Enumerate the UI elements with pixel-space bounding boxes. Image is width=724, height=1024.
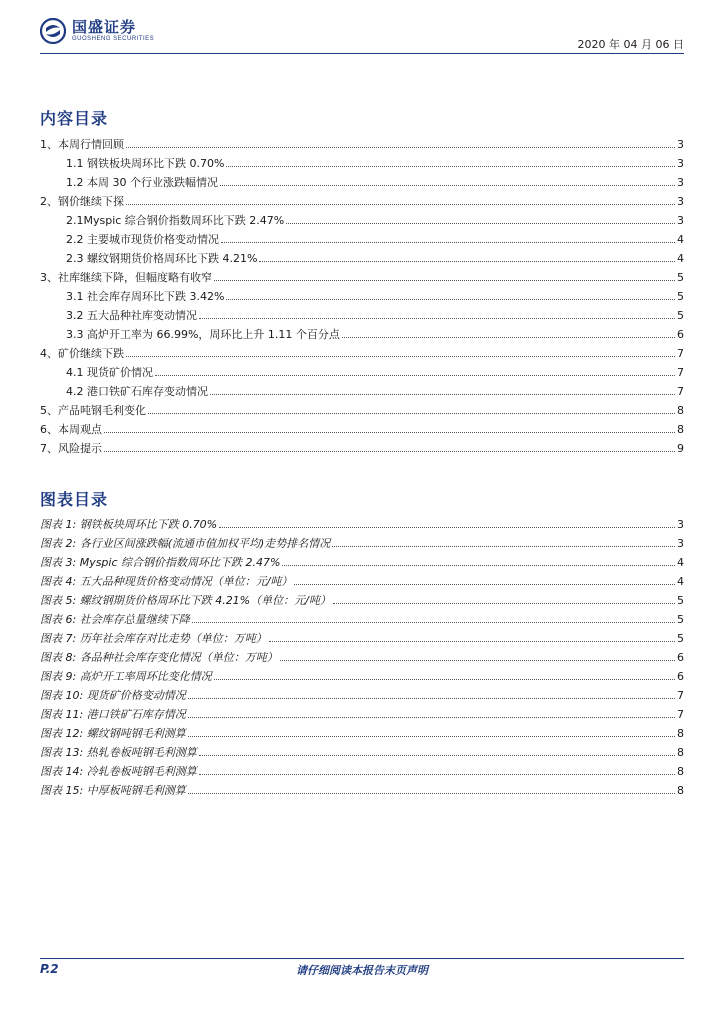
entry-title: 2、钢价继续下探 xyxy=(40,195,124,208)
entry-page-number: 8 xyxy=(677,784,684,797)
figure-toc-entry[interactable] xyxy=(40,569,684,588)
entry-page-number: 6 xyxy=(677,651,684,664)
entry-title: 3.1 社会库存周环比下跌 3.42% xyxy=(66,290,225,303)
entry-page-number: 6 xyxy=(677,328,684,341)
entry-page-number: 6 xyxy=(677,670,684,683)
dot-leader xyxy=(188,736,675,737)
dot-leader xyxy=(214,679,675,680)
entry-title: 7、风险提示 xyxy=(40,442,102,455)
entry-title: 图表 13: 热轧卷板吨钢毛利测算 xyxy=(40,746,197,759)
toc-entry[interactable] xyxy=(40,322,684,341)
entry-title: 图表 5: 螺纹钢期货价格周环比下跌 4.21%（单位：元/吨） xyxy=(40,594,331,607)
figures-toc-title: 图表目录 xyxy=(40,490,109,509)
toc-entry[interactable] xyxy=(40,265,684,284)
dot-leader xyxy=(221,242,675,243)
entry-page-number: 7 xyxy=(677,347,684,360)
entry-title: 3.2 五大品种社库变动情况 xyxy=(66,309,197,322)
figure-toc-entry[interactable] xyxy=(40,645,684,664)
entry-page-number: 3 xyxy=(677,176,684,189)
entry-page-number: 7 xyxy=(677,708,684,721)
figure-toc-entry[interactable] xyxy=(40,683,684,702)
entry-title: 6、本周观点 xyxy=(40,423,102,436)
entry-page-number: 3 xyxy=(677,518,684,531)
toc-list xyxy=(40,132,684,455)
dot-leader xyxy=(226,166,675,167)
entry-title: 1.2 本周 30 个行业涨跌幅情况 xyxy=(66,176,218,189)
entry-title: 图表 1: 钢铁板块周环比下跌 0.70% xyxy=(40,518,218,531)
figure-toc-entry[interactable] xyxy=(40,626,684,645)
logo-english-name: GUOSHENG SECURITIES xyxy=(72,36,155,42)
entry-title: 5、产品吨钢毛利变化 xyxy=(40,404,146,417)
entry-title: 图表 9: 高炉开工率周环比变化情况 xyxy=(40,670,212,683)
report-date: 2020 年 04 月 06 日 xyxy=(577,38,684,51)
entry-page-number: 9 xyxy=(677,442,684,455)
logo-chinese-name: 国盛证券 xyxy=(72,18,137,36)
entry-title: 4、矿价继续下跌 xyxy=(40,347,124,360)
dot-leader xyxy=(104,451,675,452)
entry-page-number: 3 xyxy=(677,138,684,151)
entry-page-number: 5 xyxy=(677,271,684,284)
dot-leader xyxy=(332,546,675,547)
toc-entry[interactable] xyxy=(40,208,684,227)
figure-toc-entry[interactable] xyxy=(40,588,684,607)
toc-entry[interactable] xyxy=(40,227,684,246)
figure-toc-entry[interactable] xyxy=(40,740,684,759)
entry-page-number: 4 xyxy=(677,252,684,265)
dot-leader xyxy=(188,698,675,699)
figure-toc-entry[interactable] xyxy=(40,664,684,683)
dot-leader xyxy=(199,318,675,319)
entry-title: 4.1 现货矿价情况 xyxy=(66,366,153,379)
page-number: P.2 xyxy=(40,962,59,976)
dot-leader xyxy=(188,717,675,718)
footer-disclaimer: 请仔细阅读本报告末页声明 xyxy=(296,964,428,977)
dot-leader xyxy=(155,375,675,376)
dot-leader xyxy=(226,299,675,300)
company-logo xyxy=(40,18,154,44)
entry-page-number: 5 xyxy=(677,594,684,607)
toc-entry[interactable] xyxy=(40,246,684,265)
toc-entry[interactable] xyxy=(40,436,684,455)
dot-leader xyxy=(220,185,675,186)
entry-page-number: 8 xyxy=(677,404,684,417)
toc-entry[interactable] xyxy=(40,341,684,360)
dot-leader xyxy=(342,337,675,338)
entry-title: 图表 7: 历年社会库存对比走势（单位：万吨） xyxy=(40,632,267,645)
toc-entry[interactable] xyxy=(40,189,684,208)
entry-page-number: 4 xyxy=(677,556,684,569)
toc-entry[interactable] xyxy=(40,284,684,303)
toc-title: 内容目录 xyxy=(40,109,109,128)
dot-leader xyxy=(199,774,675,775)
entry-title: 2.3 螺纹钢期货价格周环比下跌 4.21% xyxy=(66,252,258,265)
figure-toc-entry[interactable] xyxy=(40,702,684,721)
footer-divider xyxy=(40,958,684,959)
entry-title: 3、社库继续下降，但幅度略有收窄 xyxy=(40,271,212,284)
toc-entry[interactable] xyxy=(40,151,684,170)
entry-page-number: 7 xyxy=(677,689,684,702)
entry-title: 图表 15: 中厚板吨钢毛利测算 xyxy=(40,784,186,797)
figures-toc-list xyxy=(40,512,684,797)
dot-leader xyxy=(104,432,675,433)
dot-leader xyxy=(214,280,675,281)
figure-toc-entry[interactable] xyxy=(40,721,684,740)
toc-entry[interactable] xyxy=(40,303,684,322)
dot-leader xyxy=(188,793,675,794)
entry-page-number: 5 xyxy=(677,290,684,303)
header-divider xyxy=(40,53,684,54)
dot-leader xyxy=(282,565,675,566)
entry-title: 2.2 主要城市现货价格变动情况 xyxy=(66,233,219,246)
entry-page-number: 4 xyxy=(677,575,684,588)
toc-entry[interactable] xyxy=(40,132,684,151)
toc-entry[interactable] xyxy=(40,417,684,436)
entry-title: 图表 8: 各品种社会库存变化情况（单位：万吨） xyxy=(40,651,278,664)
entry-title: 图表 3: Myspic 综合钢价指数周环比下跌 2.47% xyxy=(40,556,281,569)
entry-title: 图表 4: 五大品种现货价格变动情况（单位：元/吨） xyxy=(40,575,293,588)
toc-entry[interactable] xyxy=(40,360,684,379)
entry-page-number: 3 xyxy=(677,195,684,208)
dot-leader xyxy=(126,204,675,205)
entry-page-number: 8 xyxy=(677,765,684,778)
dot-leader xyxy=(126,356,675,357)
figure-toc-entry[interactable] xyxy=(40,531,684,550)
dot-leader xyxy=(294,584,675,585)
figure-toc-entry[interactable] xyxy=(40,550,684,569)
entry-title: 图表 10: 现货矿价格变动情况 xyxy=(40,689,186,702)
entry-page-number: 8 xyxy=(677,727,684,740)
figure-toc-entry[interactable] xyxy=(40,778,684,797)
dot-leader xyxy=(259,261,675,262)
entry-title: 4.2 港口铁矿石库存变动情况 xyxy=(66,385,208,398)
dot-leader xyxy=(219,527,675,528)
entry-page-number: 5 xyxy=(677,309,684,322)
entry-page-number: 5 xyxy=(677,613,684,626)
dot-leader xyxy=(210,394,675,395)
toc-entry[interactable] xyxy=(40,170,684,189)
dot-leader xyxy=(280,660,675,661)
entry-page-number: 7 xyxy=(677,366,684,379)
figure-toc-entry[interactable] xyxy=(40,512,684,531)
entry-page-number: 3 xyxy=(677,537,684,550)
entry-page-number: 4 xyxy=(677,233,684,246)
entry-page-number: 8 xyxy=(677,746,684,759)
entry-title: 3.3 高炉开工率为 66.99%，周环比上升 1.11 个百分点 xyxy=(66,328,340,341)
figure-toc-entry[interactable] xyxy=(40,607,684,626)
entry-title: 1、本周行情回顾 xyxy=(40,138,124,151)
entry-title: 图表 2: 各行业区间涨跌幅(流通市值加权平均)走势排名情况 xyxy=(40,537,331,550)
entry-title: 图表 14: 冷轧卷板吨钢毛利测算 xyxy=(40,765,197,778)
guosheng-logo-icon xyxy=(40,18,66,44)
entry-title: 1.1 钢铁板块周环比下跌 0.70% xyxy=(66,157,225,170)
entry-title: 图表 6: 社会库存总量继续下降 xyxy=(40,613,190,626)
entry-page-number: 3 xyxy=(677,214,684,227)
dot-leader xyxy=(148,413,675,414)
entry-title: 2.1Myspic 综合钢价指数周环比下跌 2.47% xyxy=(66,214,285,227)
entry-title: 图表 12: 螺纹钢吨钢毛利测算 xyxy=(40,727,186,740)
entry-page-number: 7 xyxy=(677,385,684,398)
dot-leader xyxy=(192,622,675,623)
entry-title: 图表 11: 港口铁矿石库存情况 xyxy=(40,708,186,721)
page-header xyxy=(40,18,684,54)
dot-leader xyxy=(286,223,675,224)
toc-entry[interactable] xyxy=(40,398,684,417)
entry-page-number: 8 xyxy=(677,423,684,436)
entry-page-number: 3 xyxy=(677,157,684,170)
dot-leader xyxy=(126,147,675,148)
figure-toc-entry[interactable] xyxy=(40,759,684,778)
dot-leader xyxy=(199,755,675,756)
dot-leader xyxy=(269,641,675,642)
entry-page-number: 5 xyxy=(677,632,684,645)
toc-entry[interactable] xyxy=(40,379,684,398)
dot-leader xyxy=(333,603,675,604)
